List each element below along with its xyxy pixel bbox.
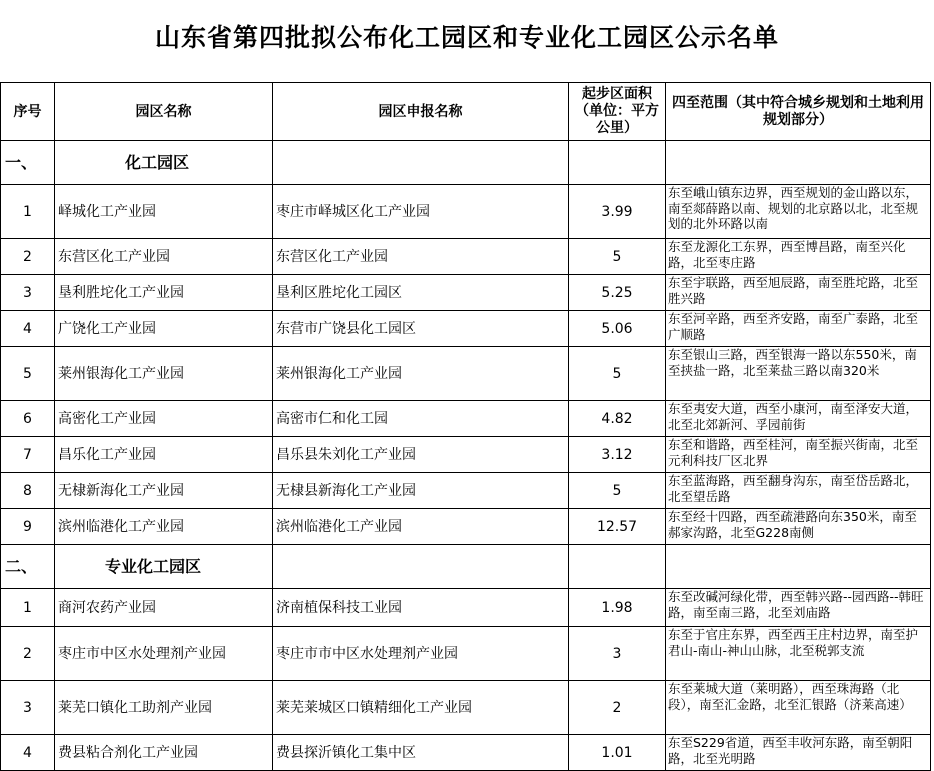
cell-park-name: 峄城化工产业园 — [55, 185, 273, 239]
section-name: 专业化工园区 — [55, 545, 273, 589]
cell-seq: 7 — [1, 437, 55, 473]
cell-seq: 4 — [1, 735, 55, 771]
cell-declared-name: 高密市仁和化工园 — [273, 401, 569, 437]
section-row — [1, 141, 931, 185]
cell-seq: 2 — [1, 627, 55, 681]
cell-declared-name: 莱芜莱城区口镇精细化工产业园 — [273, 681, 569, 735]
cell-range: 东至于官庄东界，西至西王庄村边界，南至护君山-南山-神山山脉，北至税郭支流 — [666, 627, 931, 681]
cell-seq: 3 — [1, 275, 55, 311]
cell-park-name: 莱芜口镇化工助剂产业园 — [55, 681, 273, 735]
cell-seq: 9 — [1, 509, 55, 545]
cell-declared-name: 东营区化工产业园 — [273, 239, 569, 275]
cell-declared-name: 枣庄市市中区水处理剂产业园 — [273, 627, 569, 681]
table-row — [1, 275, 931, 311]
page-title: 山东省第四批拟公布化工园区和专业化工园区公示名单 — [154, 23, 779, 52]
table-row — [1, 401, 931, 437]
cell-park-name: 垦利胜坨化工产业园 — [55, 275, 273, 311]
cell-park-name: 广饶化工产业园 — [55, 311, 273, 347]
cell-declared-name: 莱州银海化工产业园 — [273, 347, 569, 401]
cell-area: 1.98 — [569, 589, 666, 627]
header-area: 起步区面积（单位：平方公里） — [569, 83, 666, 141]
header-seq: 序号 — [1, 83, 55, 141]
table-row — [1, 735, 931, 771]
table-row — [1, 627, 931, 681]
table-row — [1, 509, 931, 545]
cell-range: 东至银山三路，西至银海一路以东550米，南至挟盐一路，北至莱盐三路以南320米 — [666, 347, 931, 401]
cell-range: 东至经十四路，西至疏港路向东350米，南至郝家沟路，北至G228南侧 — [666, 509, 931, 545]
cell-range: 东至蓝海路，西至翻身沟东，南至岱岳路北，北至望岳路 — [666, 473, 931, 509]
cell-area: 2 — [569, 681, 666, 735]
cell-park-name: 高密化工产业园 — [55, 401, 273, 437]
cell-park-name: 东营区化工产业园 — [55, 239, 273, 275]
cell-seq: 1 — [1, 185, 55, 239]
cell-area: 4.82 — [569, 401, 666, 437]
cell-declared-name: 垦利区胜坨化工园区 — [273, 275, 569, 311]
cell-park-name: 枣庄市中区水处理剂产业园 — [55, 627, 273, 681]
cell-range: 东至夷安大道，西至小康河，南至泽安大道，北至北郊新河、孚园前街 — [666, 401, 931, 437]
header-declared-name: 园区申报名称 — [273, 83, 569, 141]
cell-park-name: 昌乐化工产业园 — [55, 437, 273, 473]
table-row — [1, 589, 931, 627]
cell-declared-name: 无棣县新海化工产业园 — [273, 473, 569, 509]
table-row — [1, 347, 931, 401]
cell-range: 东至宇联路，西至旭辰路，南至胜坨路，北至胜兴路 — [666, 275, 931, 311]
cell-park-name: 无棣新海化工产业园 — [55, 473, 273, 509]
cell-area: 12.57 — [569, 509, 666, 545]
cell-area: 5 — [569, 239, 666, 275]
cell-seq: 8 — [1, 473, 55, 509]
cell-seq: 6 — [1, 401, 55, 437]
cell-seq: 4 — [1, 311, 55, 347]
cell-declared-name: 东营市广饶县化工园区 — [273, 311, 569, 347]
cell-seq: 1 — [1, 589, 55, 627]
cell-park-name: 费县粘合剂化工产业园 — [55, 735, 273, 771]
cell-range: 东至莱城大道（莱明路），西至珠海路（北段），南至汇金路，北至汇银路（济莱高速） — [666, 681, 931, 735]
cell-area: 3.12 — [569, 437, 666, 473]
cell-area: 5 — [569, 473, 666, 509]
section-number: 一、 — [1, 141, 55, 185]
table-row — [1, 437, 931, 473]
table-row — [1, 473, 931, 509]
header-park-name: 园区名称 — [55, 83, 273, 141]
cell-seq: 3 — [1, 681, 55, 735]
table-row — [1, 681, 931, 735]
cell-park-name: 滨州临港化工产业园 — [55, 509, 273, 545]
cell-range: 东至和谐路，西至桂河，南至振兴街南，北至元利科技厂区北界 — [666, 437, 931, 473]
cell-area: 5.25 — [569, 275, 666, 311]
cell-park-name: 莱州银海化工产业园 — [55, 347, 273, 401]
table-header-row — [1, 83, 931, 141]
cell-declared-name: 滨州临港化工产业园 — [273, 509, 569, 545]
cell-seq: 2 — [1, 239, 55, 275]
cell-range: 东至改碱河绿化带，西至韩兴路--园西路--韩旺路，南至南三路，北至刘庙路 — [666, 589, 931, 627]
park-list-table — [0, 82, 931, 771]
table-row — [1, 311, 931, 347]
cell-range: 东至河辛路，西至齐安路，南至广泰路，北至广顺路 — [666, 311, 931, 347]
cell-area: 3 — [569, 627, 666, 681]
cell-area: 3.99 — [569, 185, 666, 239]
cell-area: 1.01 — [569, 735, 666, 771]
cell-range: 东至龙源化工东界，西至博昌路，南至兴化路，北至枣庄路 — [666, 239, 931, 275]
cell-declared-name: 费县探沂镇化工集中区 — [273, 735, 569, 771]
cell-park-name: 商河农药产业园 — [55, 589, 273, 627]
section-row — [1, 545, 931, 589]
cell-seq: 5 — [1, 347, 55, 401]
cell-area: 5 — [569, 347, 666, 401]
section-name: 化工园区 — [55, 141, 273, 185]
table-row — [1, 239, 931, 275]
section-number: 二、 — [1, 545, 55, 589]
cell-area: 5.06 — [569, 311, 666, 347]
header-range: 四至范围（其中符合城乡规划和土地利用规划部分） — [666, 83, 931, 141]
cell-range: 东至峨山镇东边界，西至规划的金山路以东，南至郯薛路以南、规划的北京路以北，北至规划的北外环路以南 — [666, 185, 931, 239]
table-row — [1, 185, 931, 239]
cell-declared-name: 济南植保科技工业园 — [273, 589, 569, 627]
cell-range: 东至S229省道，西至丰收河东路，南至朝阳路，北至光明路 — [666, 735, 931, 771]
cell-declared-name: 枣庄市峄城区化工产业园 — [273, 185, 569, 239]
cell-declared-name: 昌乐县朱刘化工产业园 — [273, 437, 569, 473]
